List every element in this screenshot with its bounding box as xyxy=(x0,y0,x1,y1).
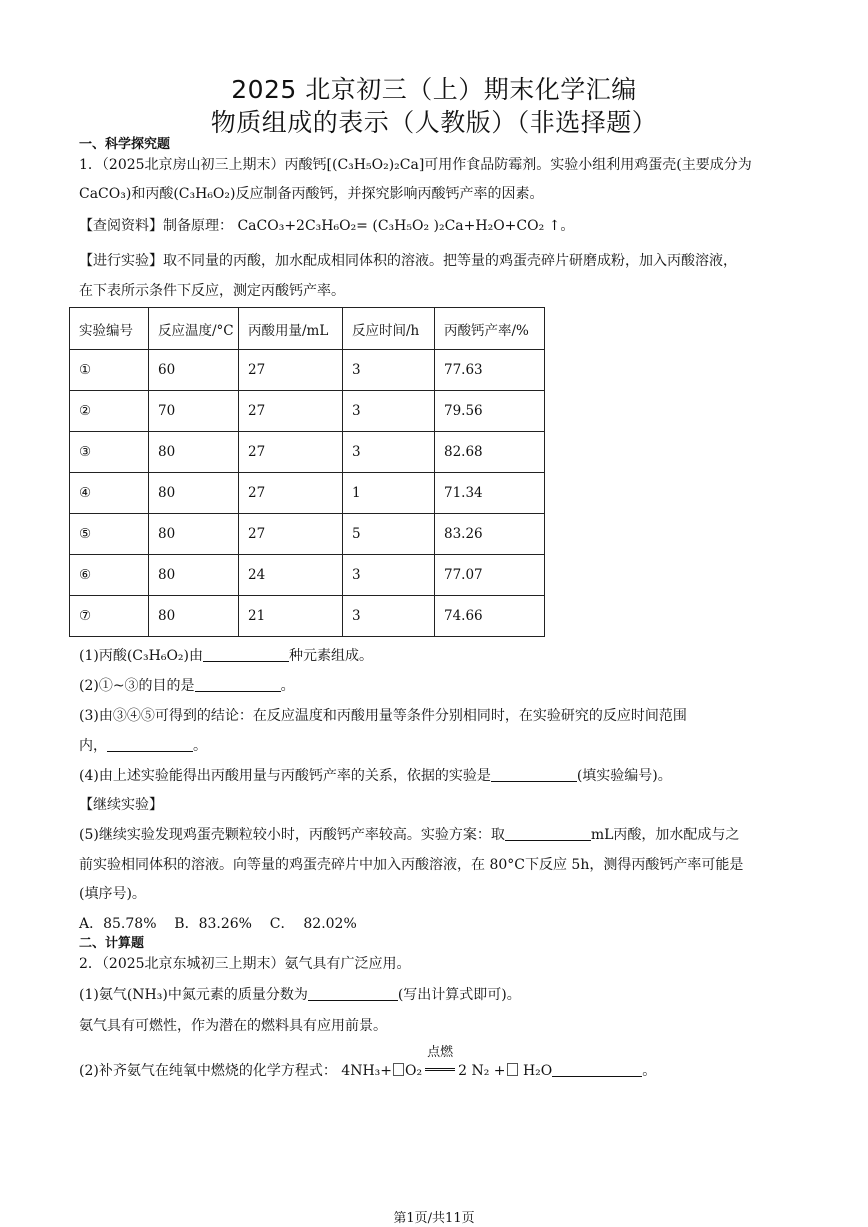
q1-part3-prompt: 内， xyxy=(79,738,107,754)
table-row xyxy=(70,596,545,637)
table-header-cell: 反应温度/°C xyxy=(149,308,239,350)
table-cell: ② xyxy=(70,391,149,432)
q1-intro-line2: CaCO₃)和丙酸(C₃H₆O₂)反应制备丙酸钙，并探究影响丙酸钙产率的因素。 xyxy=(79,186,544,202)
continue-label: 【继续实验】 xyxy=(79,797,163,813)
q1-options: A．85.78% B．83.26% C． 82.02% xyxy=(79,916,357,932)
answer-blank-3[interactable] xyxy=(107,737,193,752)
table-header-cell: 丙酸用量/mL xyxy=(239,308,343,350)
q2-part2 xyxy=(79,1045,657,1081)
table-cell: 70 xyxy=(149,391,239,432)
table-header-cell: 实验编号 xyxy=(70,308,149,350)
table-header-cell: 丙酸钙产率/% xyxy=(435,308,545,350)
table-cell: 80 xyxy=(149,432,239,473)
doc-title-line2: 物质组成的表示（人教版）（非选择题） xyxy=(210,108,658,137)
table-header-cell: 反应时间/h xyxy=(343,308,435,350)
table-row xyxy=(70,432,545,473)
table-cell: 74.66 xyxy=(435,596,545,637)
table-cell: 5 xyxy=(343,514,435,555)
table-cell: ⑤ xyxy=(70,514,149,555)
table-cell: 82.68 xyxy=(435,432,545,473)
q1-part1-prompt: (1)丙酸(C₃H₆O₂)由 xyxy=(79,648,203,664)
q1-part1 xyxy=(79,646,373,666)
q2-part1-prompt-b: )中氮元素的质量分数为 xyxy=(162,987,308,1003)
experiment-paragraph-line2: 在下表所示条件下反应，测定丙酸钙产率。 xyxy=(79,283,345,299)
coefficient-box-o2[interactable] xyxy=(393,1063,404,1076)
q2-note: 氨气具有可燃性，作为潜在的燃料具有应用前景。 xyxy=(79,1018,387,1034)
table-cell: 3 xyxy=(343,391,435,432)
table-row xyxy=(70,473,545,514)
answer-blank-2[interactable] xyxy=(195,677,281,692)
table-cell: 83.26 xyxy=(435,514,545,555)
q1-part2-prompt: (2)①~③的目的是 xyxy=(79,678,195,694)
answer-blank-4[interactable] xyxy=(491,767,577,782)
table-cell: ⑥ xyxy=(70,555,149,596)
q1-part4-suffix: (填实验编号)。 xyxy=(576,768,672,784)
equation-rhs-n2: 2 N₂ + xyxy=(458,1063,506,1079)
table-cell: 27 xyxy=(239,432,343,473)
q1-part2 xyxy=(79,676,295,696)
table-row xyxy=(70,555,545,596)
q1-part5-line3: (填序号)。 xyxy=(79,886,146,902)
table-row xyxy=(70,391,545,432)
table-cell: 3 xyxy=(343,432,435,473)
table-header-row xyxy=(70,308,545,350)
section1-heading: 一、科学探究题 xyxy=(79,137,171,152)
equation-lhs: 4NH₃+ xyxy=(341,1063,393,1079)
q1-part3-line2 xyxy=(79,736,207,756)
q1-part5-line2: 前实验相同体积的溶液。向等量的鸡蛋壳碎片中加入丙酸溶液，在 80°C下反应 5h，测得丙酸钙产率可能是 xyxy=(79,857,744,873)
q1-part5-line1 xyxy=(79,825,739,845)
table-cell: ① xyxy=(70,350,149,391)
coefficient-box-h2o[interactable] xyxy=(507,1063,518,1076)
table-cell: 77.63 xyxy=(435,350,545,391)
q1-part4-prompt: (4)由上述实验能得出丙酸用量与丙酸钙产率的关系，依据的实验是 xyxy=(79,768,491,784)
experiment-paragraph-line1 xyxy=(79,251,737,271)
q2-part1-prompt: (1)氨气( xyxy=(79,987,133,1003)
q2-part1-suffix: (写出计算式即可)。 xyxy=(397,987,521,1003)
q1-part3-suffix: 。 xyxy=(193,738,207,754)
table-cell: 27 xyxy=(239,514,343,555)
table-cell: 71.34 xyxy=(435,473,545,514)
table-cell: 27 xyxy=(239,350,343,391)
answer-blank-5[interactable] xyxy=(505,826,591,841)
section2-heading: 二、计算题 xyxy=(79,936,145,951)
table-cell: 80 xyxy=(149,514,239,555)
table-cell: 80 xyxy=(149,596,239,637)
table-cell: 3 xyxy=(343,555,435,596)
answer-blank-7[interactable] xyxy=(552,1062,642,1077)
table-row xyxy=(70,514,545,555)
q2-part1 xyxy=(79,985,521,1005)
table-cell: 77.07 xyxy=(435,555,545,596)
q1-part3-line1: (3)由③④⑤可得到的结论：在反应温度和丙酸用量等条件分别相同时，在实验研究的反应时间范围 xyxy=(79,708,687,724)
table-cell: ⑦ xyxy=(70,596,149,637)
q2-part2-suffix: 。 xyxy=(642,1063,657,1079)
q1-part2-suffix: 。 xyxy=(280,678,295,694)
doc-title-line1: 2025 北京初三（上）期末化学汇编 xyxy=(231,75,637,104)
q1-part1-suffix: 种元素组成。 xyxy=(289,648,373,664)
answer-blank-1[interactable] xyxy=(203,647,289,662)
ignition-label: 点燃 xyxy=(427,1045,454,1060)
table-cell: 3 xyxy=(343,596,435,637)
experiment-label: 【进行实验】 xyxy=(79,253,163,269)
table-cell: 21 xyxy=(239,596,343,637)
q1-intro-line1: 1．（2025北京房山初三上期末）丙酸钙[(C₃H₅O₂)₂Ca]可用作食品防霉剂。实验小组利用鸡蛋壳(主要成分为 xyxy=(79,157,752,173)
q2-intro: 2．（2025北京东城初三上期末）氨气具有广泛应用。 xyxy=(79,956,411,972)
table-cell: 60 xyxy=(149,350,239,391)
water-formula: H₂O xyxy=(522,1063,553,1079)
table-row xyxy=(70,350,545,391)
lookup-equation: CaCO₃+2C₃H₆O₂= (C₃H₅O₂ )₂Ca+H₂O+CO₂ ↑。 xyxy=(237,218,575,234)
table-cell: 3 xyxy=(343,350,435,391)
equals-bar xyxy=(425,1068,455,1071)
experiment-text: 取不同量的丙酸，加水配成相同体积的溶液。把等量的鸡蛋壳碎片研磨成粉，加入丙酸溶液， xyxy=(163,253,737,269)
ammonia-formula: NH₃ xyxy=(132,987,163,1003)
answer-blank-6[interactable] xyxy=(308,986,398,1001)
table-cell: 27 xyxy=(239,391,343,432)
table-cell: 79.56 xyxy=(435,391,545,432)
reaction-condition xyxy=(422,1045,458,1081)
table-cell: ③ xyxy=(70,432,149,473)
table-cell: 80 xyxy=(149,473,239,514)
table-cell: 24 xyxy=(239,555,343,596)
table-cell: 80 xyxy=(149,555,239,596)
table-cell: ④ xyxy=(70,473,149,514)
lookup-text: 制备原理： xyxy=(163,218,233,234)
q1-part5-suffix: mL丙酸，加水配成与之 xyxy=(590,827,740,843)
lookup-paragraph xyxy=(79,216,574,236)
page-footer: 第1页/共11页 xyxy=(393,1211,475,1226)
q1-part4 xyxy=(79,766,672,786)
experiment-table xyxy=(69,307,545,637)
q1-part5-prompt: (5)继续实验发现鸡蛋壳颗粒较小时，丙酸钙产率较高。实验方案：取 xyxy=(79,827,505,843)
lookup-label: 【查阅资料】 xyxy=(79,218,163,234)
q2-part2-prompt: (2)补齐氨气在纯氧中燃烧的化学方程式： xyxy=(79,1063,337,1079)
table-cell: 27 xyxy=(239,473,343,514)
table-cell: 1 xyxy=(343,473,435,514)
oxygen-formula: O₂ xyxy=(405,1063,423,1079)
